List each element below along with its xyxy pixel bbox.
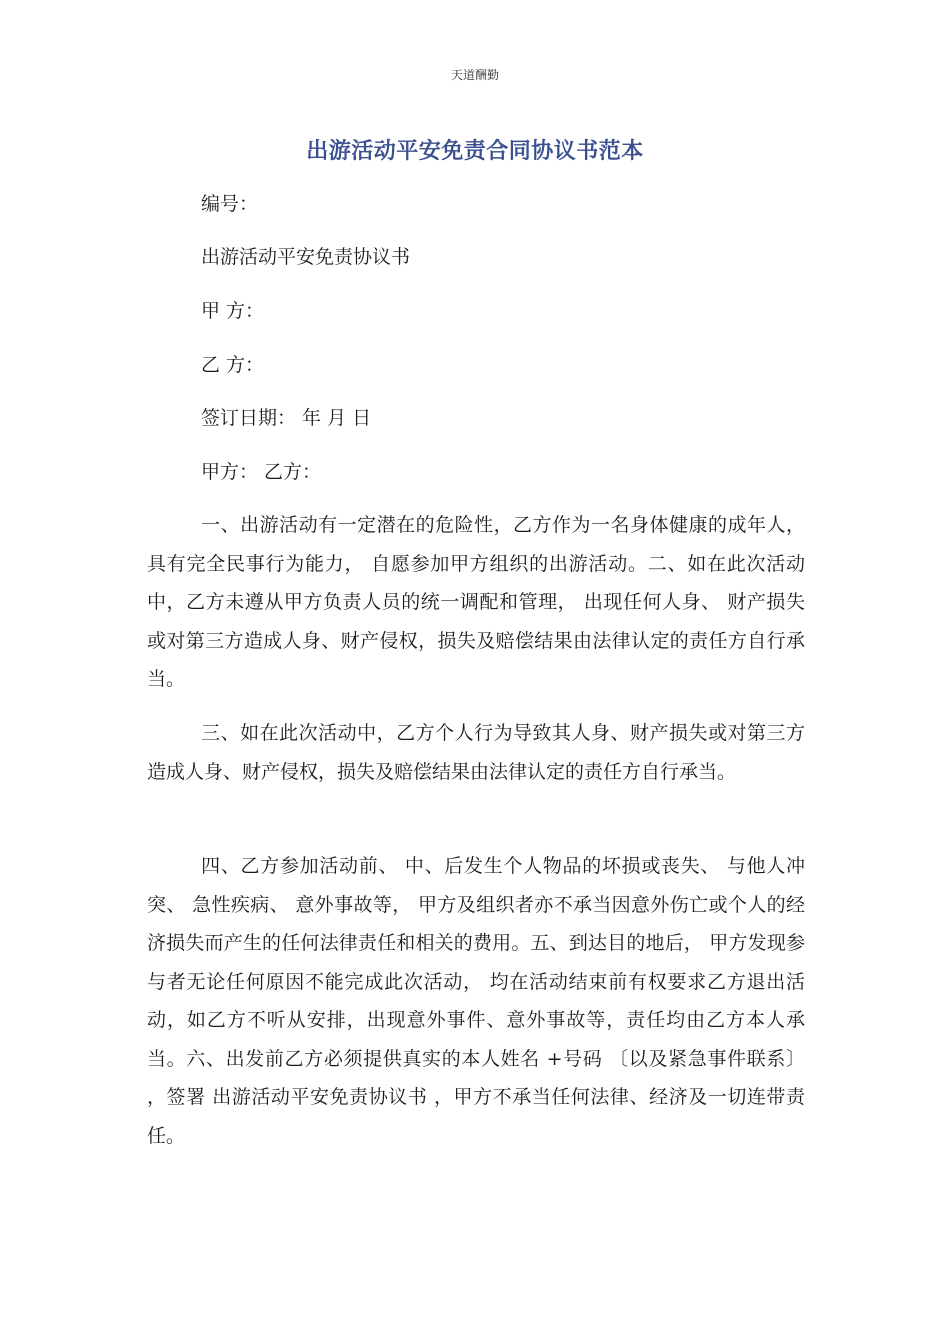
- field-sign-date: 签订日期： 年 月 日: [201, 407, 372, 429]
- page-header: 天道酬勤: [450, 68, 499, 82]
- document-title: 出游活动平安免责合同协议书范本: [306, 139, 644, 164]
- field-serial-number: 编号：: [201, 193, 259, 215]
- field-signatures: 甲方： 乙方：: [201, 461, 322, 483]
- clause-paragraph-1: 一、出游活动有一定潜在的危险性，乙方作为一名身体健康的成年人，具有完全民事行为能力， 自愿参加甲方组织的出游活动。二、如在此次活动中，乙方未遵从甲方负责人员的统一调配和管理， 出现任何人身、 财产损失或对第三方造成人身、财产侵权，损失及赔偿结果由法律认定的责任方自行承当。: [147, 514, 805, 690]
- field-party-b: 乙 方：: [201, 354, 265, 376]
- field-agreement-name: 出游活动平安免责协议书: [201, 246, 411, 268]
- field-party-a: 甲 方：: [201, 300, 265, 322]
- clause-paragraph-2: 三、如在此次活动中，乙方个人行为导致其人身、财产损失或对第三方造成人身、财产侵权，损失及赔偿结果由法律认定的责任方自行承当。: [147, 722, 805, 783]
- clause-paragraph-3: 四、乙方参加活动前、 中、后发生个人物品的坏损或丧失、 与他人冲突、 急性疾病、 意外事故等， 甲方及组织者亦不承当因意外伤亡或个人的经济损失而产生的任何法律责任和相关的费用。五、到达目的地后， 甲方发现参与者无论任何原因不能完成此次活动， 均在活动结束前有权要求乙方退出活动，如乙方不听从安排，出现意外事件、意外事故等，责任均由乙方本人承当。六、出发前乙方必须提供真实的本人姓名 +号码 〔以及紧急事件联系〕 ，签署 出游活动平安免责协议书 ，甲方不承当任何法律、经济及一切连带责任。: [147, 855, 805, 1147]
